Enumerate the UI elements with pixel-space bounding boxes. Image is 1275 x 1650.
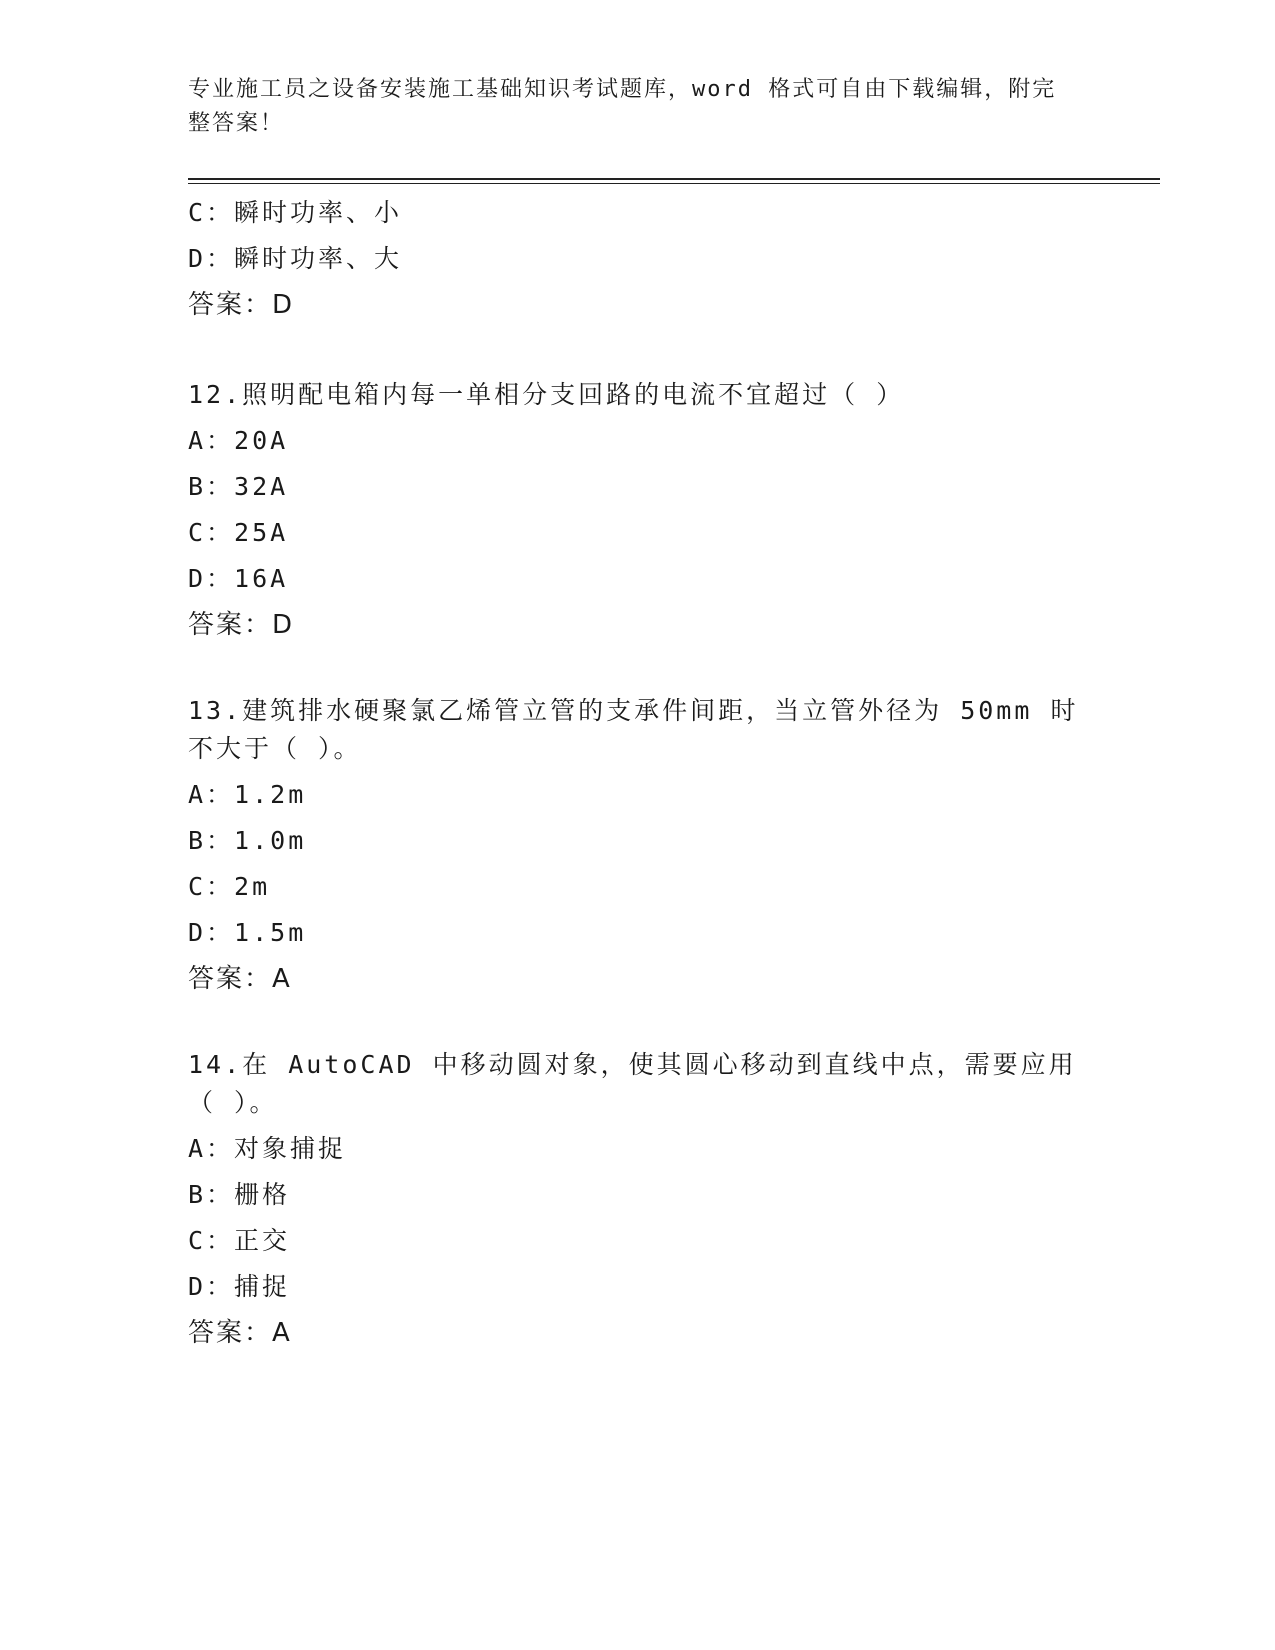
answer-line: 答案：A: [188, 1318, 292, 1348]
option-a: A：对象捕捉: [188, 1134, 347, 1163]
question-text: 12.照明配电箱内每一单相分支回路的电流不宜超过（ ）: [188, 380, 905, 409]
question-11-remainder: [188, 190, 1088, 328]
option-d: D：瞬时功率、大: [188, 244, 403, 273]
option-c: C：正交: [188, 1226, 291, 1255]
option-c: C：25A: [188, 518, 289, 547]
spacer: [188, 648, 1088, 692]
question-text: 14.在 AutoCAD 中移动圆对象，使其圆心移动到直线中点，需要应用（ ）。: [188, 1050, 1077, 1117]
spacer: [188, 1002, 1088, 1046]
answer-line: 答案：A: [188, 964, 292, 994]
option-d: D：1.5m: [188, 918, 307, 947]
option-a: A：1.2m: [188, 780, 307, 809]
option-c: C：瞬时功率、小: [188, 198, 403, 227]
header-divider-thin: [188, 183, 1160, 184]
option-b: B：栅格: [188, 1180, 291, 1209]
question-list: [188, 190, 1088, 1356]
option-d: D：捕捉: [188, 1272, 291, 1301]
question-text: 13.建筑排水硬聚氯乙烯管立管的支承件间距，当立管外径为 50mm 时不大于（ ）。: [188, 696, 1079, 763]
option-b: B：1.0m: [188, 826, 307, 855]
answer-line: 答案：D: [188, 610, 295, 640]
header-divider: [188, 178, 1160, 180]
option-a: A：20A: [188, 426, 289, 455]
option-c: C：2m: [188, 872, 271, 901]
answer-line: 答案：D: [188, 290, 295, 320]
option-b: B：32A: [188, 472, 289, 501]
document-header: 专业施工员之设备安装施工基础知识考试题库，word 格式可自由下载编辑，附完整答案！: [188, 77, 1057, 136]
option-d: D：16A: [188, 564, 289, 593]
question-13: [188, 692, 1088, 1002]
question-12: [188, 372, 1088, 648]
spacer: [188, 328, 1088, 372]
question-14: [188, 1046, 1088, 1356]
